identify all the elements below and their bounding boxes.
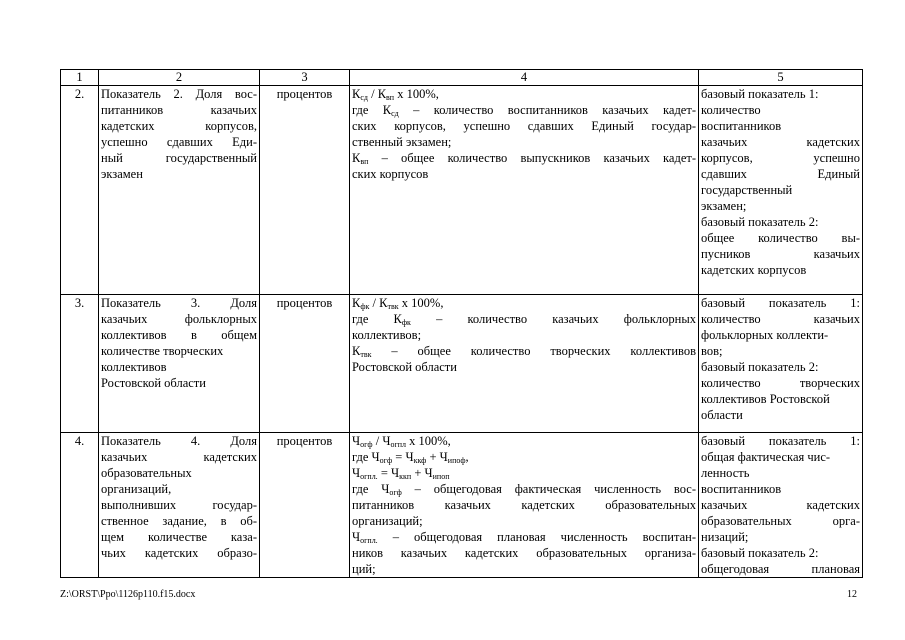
base-line: общая фактическая чис- [701,450,831,464]
formula-cell [350,295,699,433]
table-header-row [61,70,863,86]
formula-text: = Ч [377,466,400,480]
indicator-line: казачьих фольклорных [101,312,257,326]
formula-text: / К [367,87,387,101]
row-number: 4. [61,433,99,578]
base-line: ленность [701,466,750,480]
formula-text: = Ч [392,450,414,464]
formula-text: + Ч [411,466,433,480]
header-col-3: 3 [260,70,350,86]
formula-explanation-line: ских корпусов, успешно сдавших Единый государ- [352,119,696,133]
formula-explanation-line [352,150,696,166]
formula-text: Ч [352,466,361,480]
unit-cell: процентов [260,86,350,295]
base-line: воспитанников [701,482,782,496]
indicator-line: экзамен [101,167,143,181]
formula-explanation-line: ственный экзамен; [352,135,452,149]
formula-explanation-line: ских корпусов [352,167,429,181]
base-line: сдавших Единый [701,167,860,181]
formula-subscript: фк [360,302,370,311]
base-line: общее количество вы- [701,231,860,245]
indicator-line: ный государственный [101,151,257,165]
indicator-line: Показатель 4. Доля [101,434,257,448]
formula-text: / К [369,296,388,310]
row-number: 3. [61,295,99,433]
formula-subscript: сд [360,93,368,102]
formula-subscript: огф [360,440,373,449]
base-line: базовый показатель 1: [701,87,819,101]
formula-explanation-line: ций; [352,562,376,576]
formula-text: где Ч [352,482,390,496]
indicator-line: коллективов в общем [101,328,257,342]
formula-explanation-line [352,449,696,465]
formula-text: – количество казачьих фольклорных [410,312,696,326]
formula-text: Ч [352,434,361,448]
formula-text: / Ч [372,434,391,448]
base-line: государственный [701,183,793,197]
base-line: кадетских корпусов [701,263,807,277]
table-row [61,433,863,578]
formula-text: где К [352,103,392,117]
base-line: области [701,408,743,422]
unit-cell: процентов [260,433,350,578]
formula-subscript: вп [386,93,395,102]
base-line: низаций; [701,530,749,544]
header-col-1: 1 [61,70,99,86]
indicator-line: успешно сдавших Еди- [101,135,257,149]
formula-text: где К [352,312,402,326]
formula-explanation-line: коллективов; [352,328,422,342]
base-line: количество творческих [701,376,860,390]
indicator-line: Показатель 3. Доля [101,296,257,310]
formula-line [352,433,696,449]
formula-subscript: вп [360,157,369,166]
indicator-line: Показатель 2. Доля вос- [101,87,257,101]
table-row [61,86,863,295]
formula-subscript: ккп [399,472,412,481]
formula-subscript: твк [360,350,372,359]
base-line: базовый показатель 2: [701,360,819,374]
base-line: корпусов, успешно [701,151,860,165]
indicator-line: выполнивших государ- [101,498,257,512]
formula-subscript: огпл. [360,536,378,545]
formula-subscript: огф [379,456,393,465]
formula-subscript: ипоф [447,456,466,465]
formula-explanation-line [352,343,696,359]
base-line: воспитанников [701,119,782,133]
base-line: вов; [701,344,723,358]
formula-explanation-line: организаций; [352,514,423,528]
indicator-line: чьих кадетских образо- [101,546,257,560]
header-col-2: 2 [99,70,260,86]
base-line: базовый показатель 2: [701,546,819,560]
indicator-line: щем количестве каза- [101,530,257,544]
formula-text: К [352,87,361,101]
formula-text: – общегодовая плановая численность воспитан- [377,530,696,544]
formula-cell [350,433,699,578]
formula-text: – общее количество выпускников казачьих кадет- [368,151,696,165]
footer-page-number: 12 [847,589,857,600]
indicator-cell [99,86,260,295]
formula-explanation-line [352,529,696,545]
formula-explanation-line [352,465,696,481]
indicator-line: количестве творческих [101,344,224,358]
formula-subscript: огф [389,488,402,497]
formula-text: – количество воспитанников казачьих кадет- [398,103,696,117]
indicator-cell [99,295,260,433]
base-indicator-cell [699,295,863,433]
footer-file-path: Z:\ORST\Ppo\1126p110.f15.docx [60,589,196,600]
formula-subscript: огпл [390,440,407,449]
base-line: базовый показатель 2: [701,215,819,229]
indicator-line: питанников казачьих [101,103,257,117]
formula-explanation-line [352,481,696,497]
header-col-4: 4 [350,70,699,86]
formula-explanation-line [352,102,696,118]
indicator-line: организаций, [101,482,172,496]
formula-text: + Ч [426,450,448,464]
formula-explanation-line: питанников казачьих кадетских образовательных [352,498,696,512]
formula-text: К [352,344,361,358]
formula-line [352,86,696,102]
base-indicator-cell [699,86,863,295]
formula-explanation-line: ников казачьих кадетских образовательных организа- [352,546,696,560]
base-line: фольклорных коллекти- [701,328,829,342]
row-number: 2. [61,86,99,295]
formula-subscript: твк [387,302,399,311]
formula-text: Ч [352,530,361,544]
base-line: казачьих кадетских [701,498,860,512]
formula-cell [350,86,699,295]
formula-subscript: фк [401,318,411,327]
formula-text: , [465,450,469,464]
formula-explanation-line [352,311,696,327]
formula-subscript: огпл. [360,472,378,481]
indicator-line: казачьих кадетских [101,450,257,464]
indicator-line: Ростовской области [101,376,206,390]
base-line: пусников казачьих [701,247,860,261]
formula-subscript: сд [391,109,399,118]
unit-cell: процентов [260,295,350,433]
formula-line [352,295,696,311]
base-line: количество казачьих [701,312,860,326]
base-line: казачьих кадетских [701,135,860,149]
base-line: общегодовая плановая [701,562,860,576]
base-line: базовый показатель 1: [701,434,860,448]
formula-subscript: ккф [413,456,427,465]
formula-text: х 100%, [398,296,444,310]
base-line: количество [701,103,761,117]
indicators-table [60,69,863,578]
formula-explanation-line: Ростовской области [352,360,457,374]
formula-text: К [352,296,361,310]
indicator-cell [99,433,260,578]
base-line: базовый показатель 1: [701,296,860,310]
indicator-line: коллективов [101,360,167,374]
table-row [61,295,863,433]
formula-text: х 100%, [406,434,451,448]
base-indicator-cell [699,433,863,578]
base-line: образовательных орга- [701,514,860,528]
formula-text: где Ч [352,450,380,464]
formula-subscript: ипоп [432,472,450,481]
indicator-line: образовательных [101,466,192,480]
formula-text: – общее количество творческих коллективов [371,344,696,358]
base-line: экзамен; [701,199,747,213]
indicator-line: кадетских корпусов, [101,119,257,133]
formula-text: К [352,151,361,165]
header-col-5: 5 [699,70,863,86]
base-line: коллективов Ростовской [701,392,830,406]
formula-text: – общегодовая фактическая численность вос- [401,482,696,496]
indicator-line: ственное задание, в об- [101,514,257,528]
formula-text: х 100%, [394,87,439,101]
